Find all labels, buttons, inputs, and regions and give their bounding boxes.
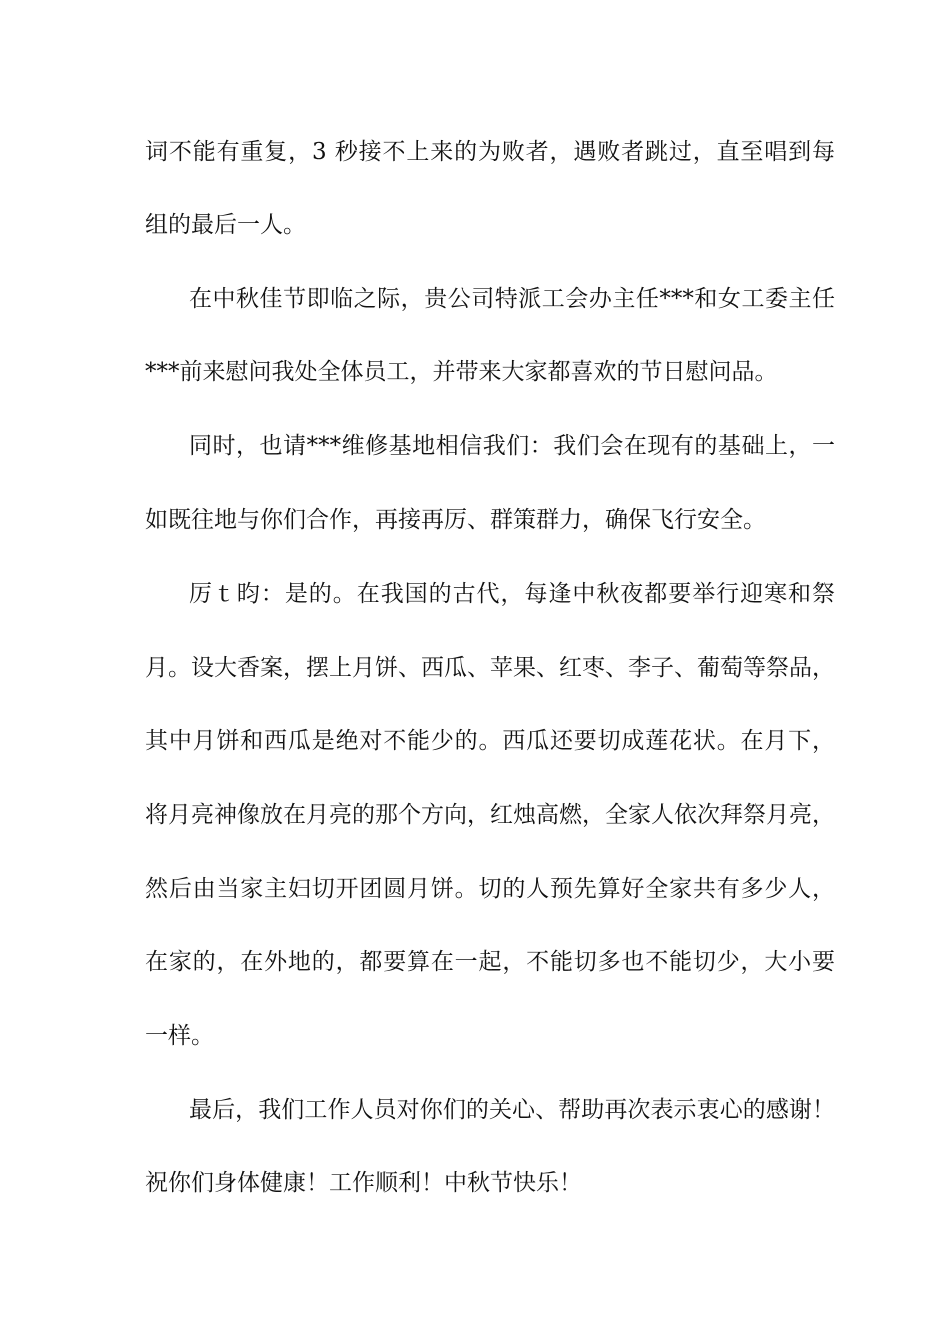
paragraph-1-line-2: 组的最后一人。: [145, 212, 306, 238]
paragraph-5-line-2: 祝你们身体健康！工作顺利！中秋节快乐！: [145, 1170, 582, 1196]
paragraph-1-line-1: 词不能有重复，3 秒接不上来的为败者，遇败者跳过，直至唱到每: [145, 139, 835, 165]
paragraph-4-line-4: 将月亮神像放在月亮的那个方向，红烛高燃，全家人依次拜祭月亮，: [145, 802, 835, 828]
paragraph-2-line-2: ***前来慰问我处全体员工，并带来大家都喜欢的节日慰问品。: [145, 359, 778, 385]
paragraph-4-line-7: 一样。: [145, 1023, 214, 1049]
paragraph-3-line-1: 同时，也请***维修基地相信我们：我们会在现有的基础上，一: [189, 433, 835, 459]
paragraph-3-line-2: 如既往地与你们合作，再接再厉、群策群力，确保飞行安全。: [145, 507, 766, 533]
paragraph-4-line-1: 厉ｔ昀：是的。在我国的古代，每逢中秋夜都要举行迎寒和祭: [189, 581, 835, 607]
paragraph-5-line-1: 最后，我们工作人员对你们的关心、帮助再次表示衷心的感谢！: [189, 1097, 835, 1123]
paragraph-4-line-6: 在家的，在外地的，都要算在一起，不能切多也不能切少，大小要: [145, 949, 835, 975]
paragraph-2-line-1: 在中秋佳节即临之际，贵公司特派工会办主任***和女工委主任: [189, 286, 835, 312]
paragraph-4-line-2: 月。设大香案，摆上月饼、西瓜、苹果、红枣、李子、葡萄等祭品，: [145, 655, 835, 681]
paragraph-4-line-3: 其中月饼和西瓜是绝对不能少的。西瓜还要切成莲花状。在月下，: [145, 728, 835, 754]
paragraph-4-line-5: 然后由当家主妇切开团圆月饼。切的人预先算好全家共有多少人，: [145, 876, 835, 902]
